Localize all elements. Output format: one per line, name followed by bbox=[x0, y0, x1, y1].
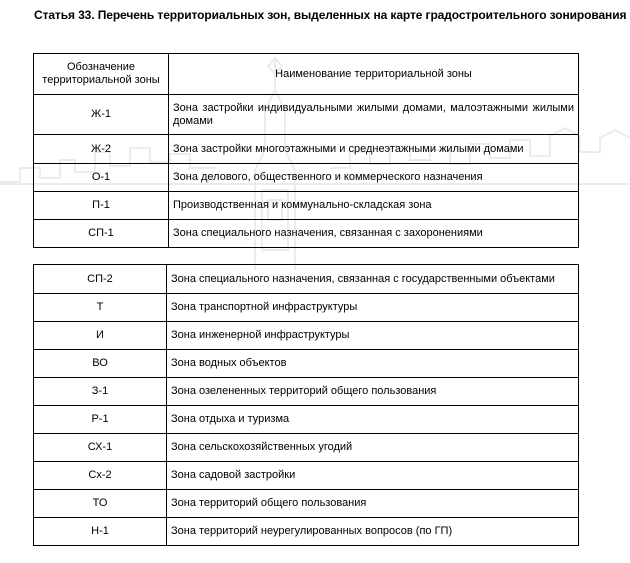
table-row bbox=[34, 95, 579, 135]
zone-name: Зона водных объектов bbox=[167, 350, 579, 378]
zone-code: О-1 bbox=[34, 164, 169, 192]
column-header-code: Обозначение территориальной зоны bbox=[34, 54, 169, 95]
table-row bbox=[34, 490, 579, 518]
zone-code: Ж-2 bbox=[34, 135, 169, 164]
zone-name: Зона транспортной инфраструктуры bbox=[167, 294, 579, 322]
table-header-row bbox=[34, 54, 579, 95]
zone-code: Т bbox=[34, 294, 167, 322]
zone-code: Сх-2 bbox=[34, 462, 167, 490]
table-row bbox=[34, 406, 579, 434]
zone-name: Зона застройки индивидуальными жилыми домами, малоэтажными жилыми домами bbox=[169, 95, 579, 135]
table-row bbox=[34, 322, 579, 350]
zone-name: Зона специального назначения, связанная с захоронениями bbox=[169, 220, 579, 248]
zone-name: Зона территорий общего пользования bbox=[167, 490, 579, 518]
zone-name: Зона озелененных территорий общего пользования bbox=[167, 378, 579, 406]
table-row bbox=[34, 350, 579, 378]
zone-name: Зона сельскохозяйственных угодий bbox=[167, 434, 579, 462]
table-row bbox=[34, 378, 579, 406]
zone-name: Зона специального назначения, связанная с государственными объектами bbox=[167, 265, 579, 294]
table-row bbox=[34, 164, 579, 192]
table-row bbox=[34, 434, 579, 462]
table-row bbox=[34, 294, 579, 322]
zone-code: П-1 bbox=[34, 192, 169, 220]
zones-table-top bbox=[33, 53, 579, 248]
column-header-name: Наименование территориальной зоны bbox=[169, 54, 579, 95]
zone-code: Н-1 bbox=[34, 518, 167, 546]
zone-name: Производственная и коммунально-складская зона bbox=[169, 192, 579, 220]
table-row bbox=[34, 462, 579, 490]
zone-name: Зона инженерной инфраструктуры bbox=[167, 322, 579, 350]
zone-name: Зона садовой застройки bbox=[167, 462, 579, 490]
zone-name: Зона отдыха и туризма bbox=[167, 406, 579, 434]
page-title: Статья 33. Перечень территориальных зон, выделенных на карте градостроительного зонирования bbox=[34, 8, 627, 22]
zone-code: Р-1 bbox=[34, 406, 167, 434]
zone-name: Зона территорий неурегулированных вопросов (по ГП) bbox=[167, 518, 579, 546]
zone-name: Зона застройки многоэтажными и среднеэтажными жилыми домами bbox=[169, 135, 579, 164]
table-row bbox=[34, 135, 579, 164]
zone-code: Ж-1 bbox=[34, 95, 169, 135]
zone-code: СП-1 bbox=[34, 220, 169, 248]
zone-code: И bbox=[34, 322, 167, 350]
zones-table-bottom bbox=[33, 264, 579, 546]
table-row bbox=[34, 192, 579, 220]
zone-code: З-1 bbox=[34, 378, 167, 406]
zone-code: ВО bbox=[34, 350, 167, 378]
table-row bbox=[34, 518, 579, 546]
zone-code: СХ-1 bbox=[34, 434, 167, 462]
zone-name: Зона делового, общественного и коммерческого назначения bbox=[169, 164, 579, 192]
zone-code: ТО bbox=[34, 490, 167, 518]
table-row bbox=[34, 265, 579, 294]
zone-code: СП-2 bbox=[34, 265, 167, 294]
table-row bbox=[34, 220, 579, 248]
